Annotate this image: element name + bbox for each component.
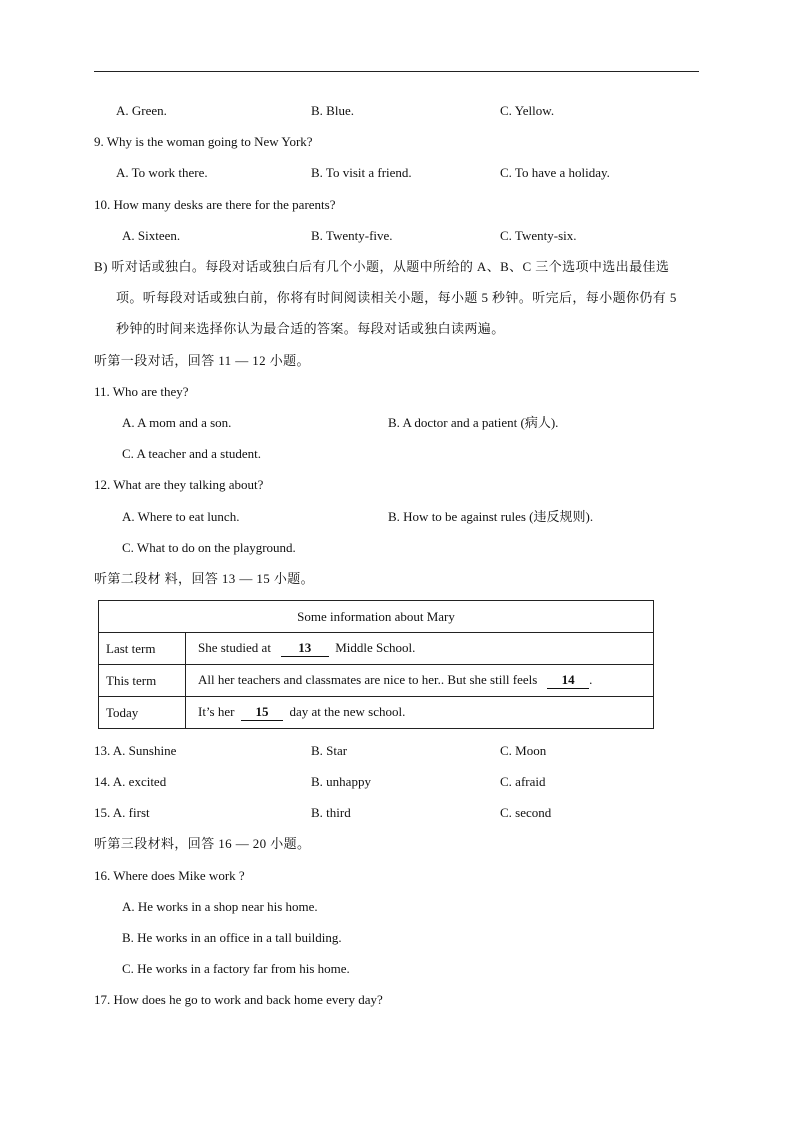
q14-option-c: C. afraid <box>500 774 546 789</box>
blank-14: 14 <box>547 672 589 689</box>
mary-info-table <box>98 600 654 729</box>
q10-question: 10. How many desks are there for the parents? <box>94 197 336 212</box>
blank-13: 13 <box>281 640 329 657</box>
part1-heading: 听第一段对话，回答 11 — 12 小题。 <box>94 353 310 368</box>
row-label-today: Today <box>99 697 186 729</box>
table-row <box>99 665 654 697</box>
row-value-this-term: All her teachers and classmates are nice to her.. But she still feels 14 . <box>186 665 654 697</box>
header-rule <box>94 71 699 72</box>
q15-option-a: 15. A. first <box>94 805 150 820</box>
q14-option-a: 14. A. excited <box>94 774 167 789</box>
q13-option-b: B. Star <box>311 743 348 758</box>
q12-option-a: A. Where to eat lunch. <box>122 509 240 524</box>
q11-option-c: C. A teacher and a student. <box>122 446 261 461</box>
row-value-last-term: She studied at 13 Middle School. <box>186 633 654 665</box>
q14-option-b: B. unhappy <box>311 774 371 789</box>
q10-option-c: C. Twenty-six. <box>500 228 577 243</box>
part3-heading: 听第三段材料，回答 16 — 20 小题。 <box>94 836 311 851</box>
q13-option-a: 13. A. Sunshine <box>94 743 177 758</box>
q9-option-a: A. To work there. <box>116 165 208 180</box>
q12-option-c: C. What to do on the playground. <box>122 540 296 555</box>
q16-option-c: C. He works in a factory far from his home. <box>122 961 350 976</box>
section-b-instruction-line3: 秒钟的时间来选择你认为最合适的答案。每段对话或独白读两遍。 <box>116 321 505 336</box>
part2-heading: 听第二段材 料，回答 13 — 15 小题。 <box>94 571 315 586</box>
q16-option-a: A. He works in a shop near his home. <box>122 899 318 914</box>
row-value-today: It’s her 15 day at the new school. <box>186 697 654 729</box>
q12-question: 12. What are they talking about? <box>94 477 264 492</box>
blank-15: 15 <box>241 704 283 721</box>
q15-option-b: B. third <box>311 805 351 820</box>
q16-option-b: B. He works in an office in a tall building. <box>122 930 342 945</box>
q11-question: 11. Who are they? <box>94 384 189 399</box>
q11-option-b: B. A doctor and a patient (病人). <box>388 415 559 430</box>
row-label-last-term: Last term <box>99 633 186 665</box>
q15-option-c: C. second <box>500 805 552 820</box>
q11-option-a: A. A mom and a son. <box>122 415 232 430</box>
q9-option-c: C. To have a holiday. <box>500 165 610 180</box>
q16-question: 16. Where does Mike work ? <box>94 868 245 883</box>
q9-option-b: B. To visit a friend. <box>311 165 412 180</box>
table-row <box>99 633 654 665</box>
section-b-instruction-line1: B) 听对话或独白。每段对话或独白后有几个小题，从题中所给的 A、B、C 三个选项中选出最佳选 <box>94 259 670 274</box>
section-b-instruction-line2: 项。听每段对话或独白前，你将有时间阅读相关小题，每小题 5 秒钟。听完后，每小题你仍有 5 <box>116 290 677 305</box>
table-row <box>99 697 654 729</box>
table-title: Some information about Mary <box>99 601 654 633</box>
q9-question: 9. Why is the woman going to New York? <box>94 134 313 149</box>
q8-option-c: C. Yellow. <box>500 103 555 118</box>
q17-question: 17. How does he go to work and back home every day? <box>94 992 383 1007</box>
q12-option-b: B. How to be against rules (违反规则). <box>388 509 594 524</box>
q13-option-c: C. Moon <box>500 743 547 758</box>
q10-option-b: B. Twenty-five. <box>311 228 393 243</box>
q8-option-b: B. Blue. <box>311 103 354 118</box>
row-label-this-term: This term <box>99 665 186 697</box>
q8-option-a: A. Green. <box>116 103 167 118</box>
q10-option-a: A. Sixteen. <box>122 228 181 243</box>
